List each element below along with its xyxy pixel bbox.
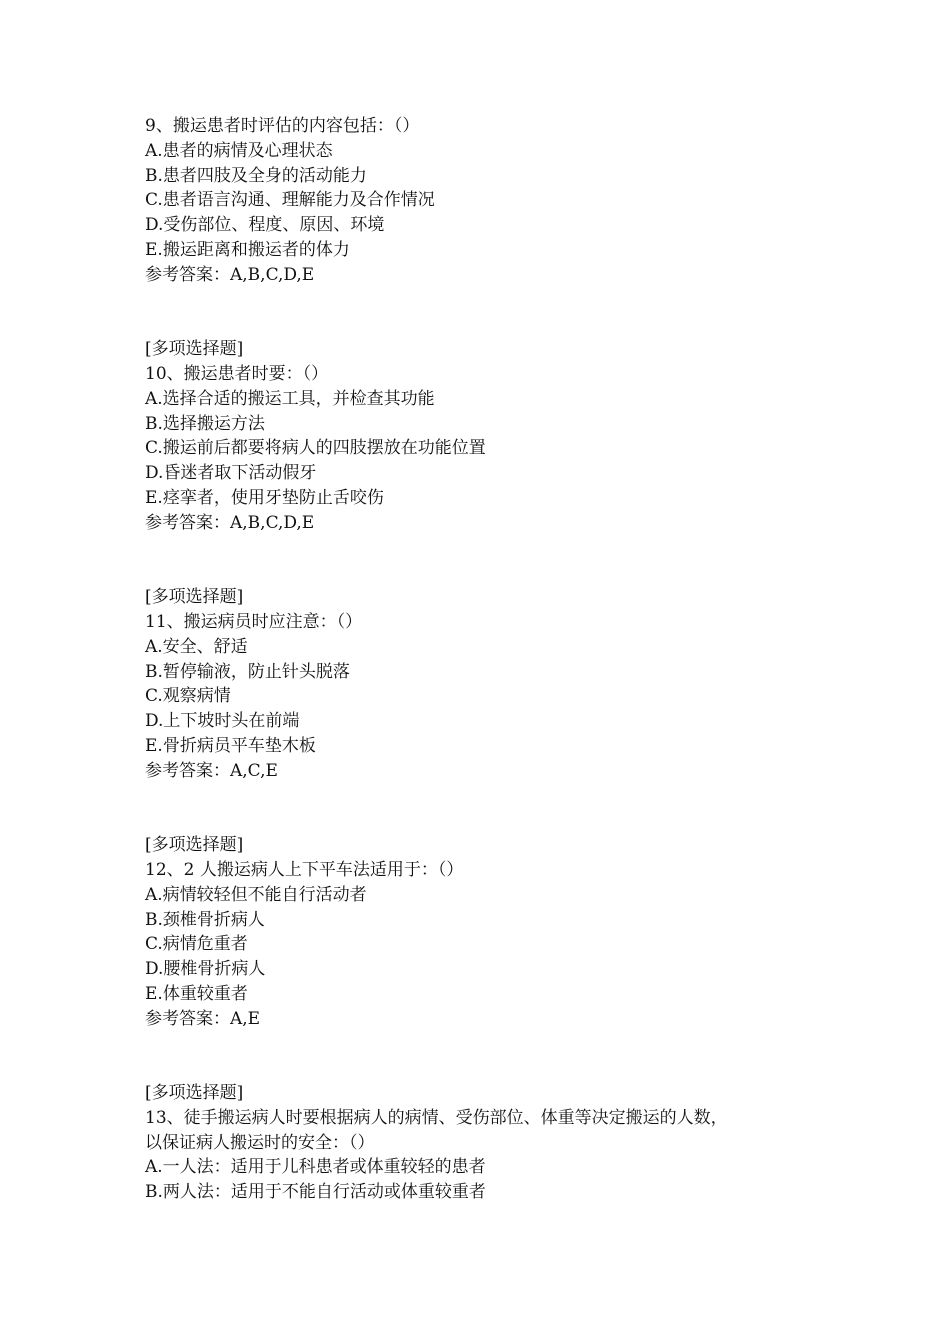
- option-b: B.颈椎骨折病人: [145, 909, 265, 930]
- spacer: [145, 784, 865, 834]
- option-d: D.受伤部位、程度、原因、环境: [145, 215, 385, 236]
- answer-line: 参考答案：A,C,E: [145, 760, 278, 781]
- document-page: [145, 114, 865, 1205]
- question-block-11: [145, 585, 865, 783]
- option-d: D.上下坡时头在前端: [145, 711, 300, 732]
- option-a: A.选择合适的搬运工具，并检查其功能: [145, 388, 435, 409]
- answer-line: 参考答案：A,E: [145, 1008, 261, 1029]
- spacer: [145, 288, 865, 338]
- question-type-label: [多项选择题]: [145, 835, 244, 856]
- answer-line: 参考答案：A,B,C,D,E: [145, 264, 315, 285]
- option-c: C.病情危重者: [145, 934, 248, 955]
- option-a: A.病情较轻但不能自行活动者: [145, 884, 367, 905]
- option-b: B.选择搬运方法: [145, 413, 265, 434]
- question-block-12: [145, 833, 865, 1031]
- option-e: E.体重较重者: [145, 983, 248, 1004]
- question-type-label: [多项选择题]: [145, 339, 244, 360]
- question-stem: 11、搬运病员时应注意：（）: [145, 611, 363, 632]
- question-block-10: [145, 337, 865, 535]
- answer-line: 参考答案：A,B,C,D,E: [145, 512, 315, 533]
- option-a: A.一人法：适用于儿科患者或体重较轻的患者: [145, 1157, 486, 1178]
- question-block-9: [145, 114, 865, 288]
- option-b: B.患者四肢及全身的活动能力: [145, 165, 367, 186]
- question-stem: 12、2 人搬运病人上下平车法适用于：（）: [145, 859, 464, 880]
- spacer: [145, 536, 865, 586]
- question-stem: 9、搬运患者时评估的内容包括：（）: [145, 116, 420, 136]
- option-b: B.两人法：适用于不能自行活动或体重较重者: [145, 1182, 486, 1203]
- option-a: A.患者的病情及心理状态: [145, 140, 333, 161]
- question-stem: 13、徒手搬运病人时要根据病人的病情、受伤部位、体重等决定搬运的人数，: [145, 1107, 728, 1128]
- option-c: C.观察病情: [145, 686, 231, 707]
- option-a: A.安全、舒适: [145, 636, 248, 657]
- option-d: D.昏迷者取下活动假牙: [145, 463, 317, 484]
- question-type-label: [多项选择题]: [145, 1083, 244, 1104]
- option-e: E.搬运距离和搬运者的体力: [145, 239, 350, 260]
- option-d: D.腰椎骨折病人: [145, 959, 266, 980]
- question-stem-continued: 以保证病人搬运时的安全：（）: [145, 1132, 375, 1153]
- question-stem: 10、搬运患者时要：（）: [145, 363, 329, 384]
- question-block-13: [145, 1081, 865, 1205]
- spacer: [145, 1031, 865, 1081]
- option-e: E.骨折病员平车垫木板: [145, 735, 316, 756]
- option-e: E.痉挛者，使用牙垫防止舌咬伤: [145, 487, 384, 508]
- option-b: B.暂停输液，防止针头脱落: [145, 661, 350, 682]
- option-c: C.患者语言沟通、理解能力及合作情况: [145, 190, 435, 211]
- question-type-label: [多项选择题]: [145, 587, 244, 608]
- option-c: C.搬运前后都要将病人的四肢摆放在功能位置: [145, 438, 486, 459]
